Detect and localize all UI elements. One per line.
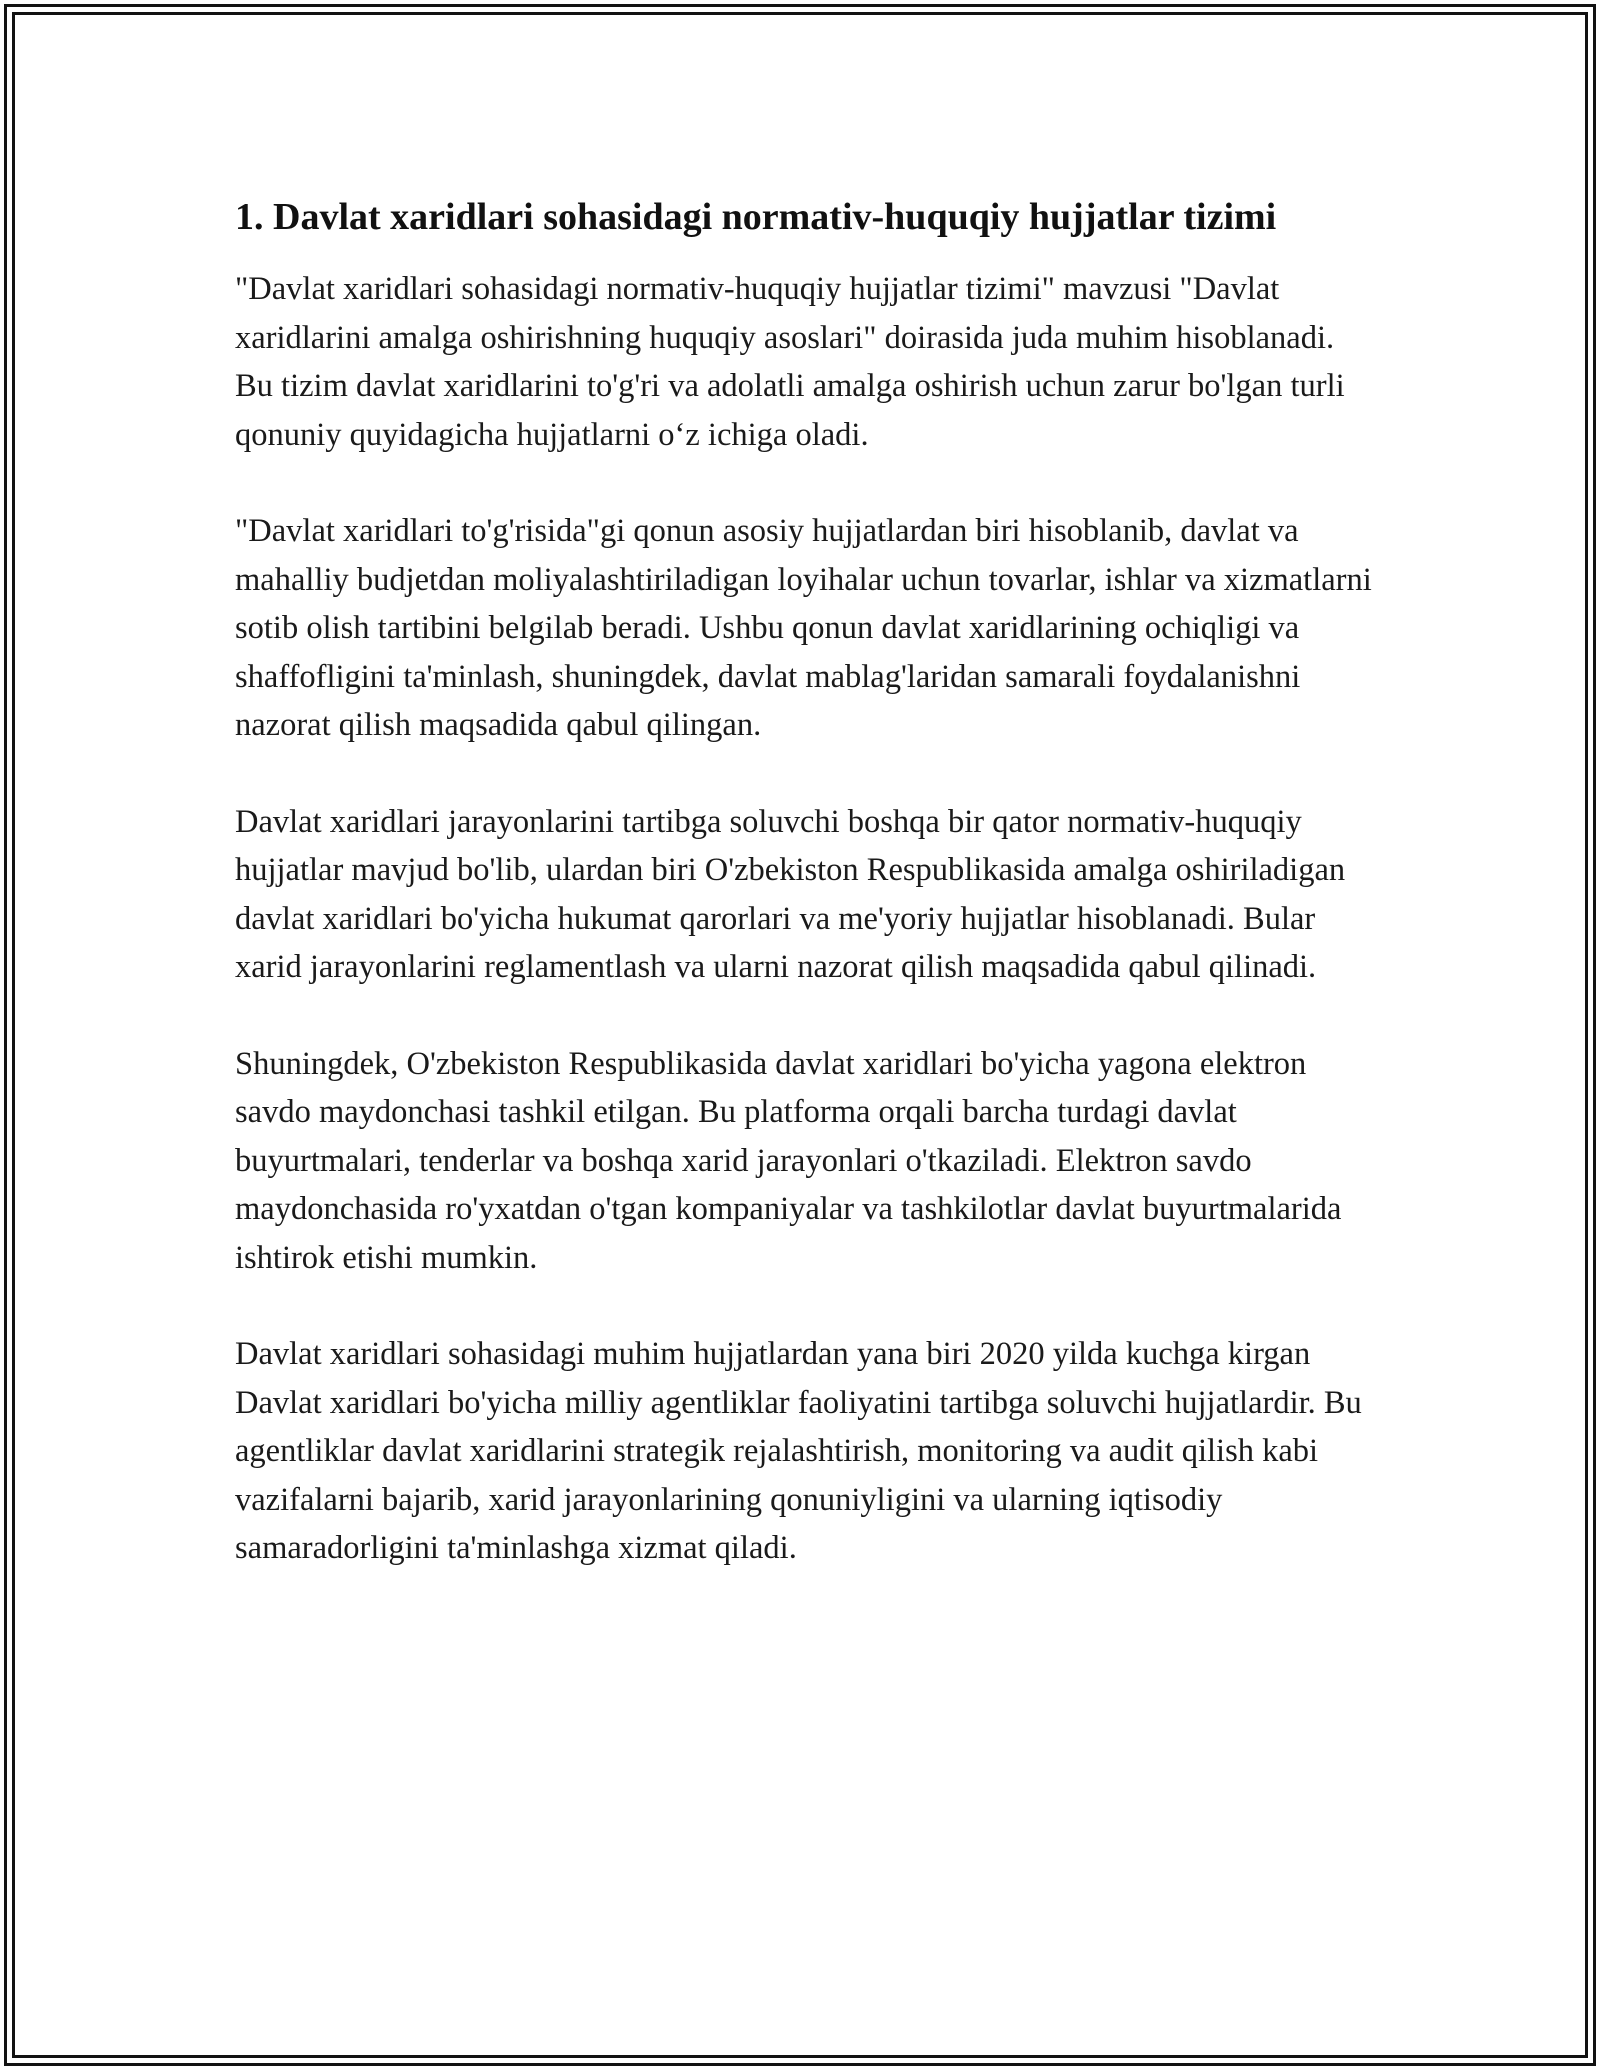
document-body — [235, 190, 1375, 1621]
paragraph: "Davlat xaridlari sohasidagi normativ-huquqiy hujjatlar tizimi" mavzusi "Davlat xaridlarini amalga oshirishning huquqiy asoslari" doirasida juda muhim hisoblanadi. Bu tizim davlat xaridlarini to'g'ri va adolatli amalga oshirish uchun zarur bo'lgan turli qonuniy quyidagicha hujjatlarni o‘z ichiga oladi. — [235, 271, 1345, 453]
paragraph: Shuningdek, O'zbekiston Respublikasida davlat xaridlari bo'yicha yagona elektron savdo maydonchasi tashkil etilgan. Bu platforma orqali barcha turdagi davlat buyurtmalari, tenderlar va boshqa xarid jarayonlari o'tkaziladi. Elektron savdo maydonchasida ro'yxatdan o'tgan kompaniyalar va tashkilotlar davlat buyurtmalarida ishtirok etishi mumkin. — [235, 1045, 1342, 1276]
paragraph: Davlat xaridlari sohasidagi muhim hujjatlardan yana biri 2020 yilda kuchga kirgan Davlat xaridlari bo'yicha milliy agentliklar faoliyatini tartibga soluvchi hujjatlardir. Bu agentliklar davlat xaridlarini strategik rejalashtirish, monitoring va audit qilish kabi vazifalarni bajarib, xarid jarayonlarining qonuniyligini va ularning iqtisodiy samaradorligini ta'minlashga xizmat qiladi. — [235, 1336, 1362, 1566]
paragraph: Davlat xaridlari jarayonlarini tartibga soluvchi boshqa bir qator normativ-huquqiy hujjatlar mavjud bo'lib, ulardan biri O'zbekiston Respublikasida amalga oshiriladigan davlat xaridlari bo'yicha hukumat qarorlari va me'yoriy hujjatlar hisoblanadi. Bular xarid jarayonlarini reglamentlash va ularni nazorat qilish maqsadida qabul qilinadi. — [235, 803, 1346, 985]
paragraph: "Davlat xaridlari to'g'risida"gi qonun asosiy hujjatlardan biri hisoblanib, davlat va mahalliy budjetdan moliyalashtiriladigan loyihalar uchun tovarlar, ishlar va xizmatlarni sotib olish tartibini belgilab beradi. Ushbu qonun davlat xaridlarining ochiqligi va shaffofligini ta'minlash, shuningdek, davlat mablag'laridan samarali foydalanishni nazorat qilish maqsadida qabul qilingan. — [235, 513, 1372, 743]
section-title: 1. Davlat xaridlari sohasidagi normativ-huquqiy hujjatlar tizimi — [235, 196, 1277, 238]
